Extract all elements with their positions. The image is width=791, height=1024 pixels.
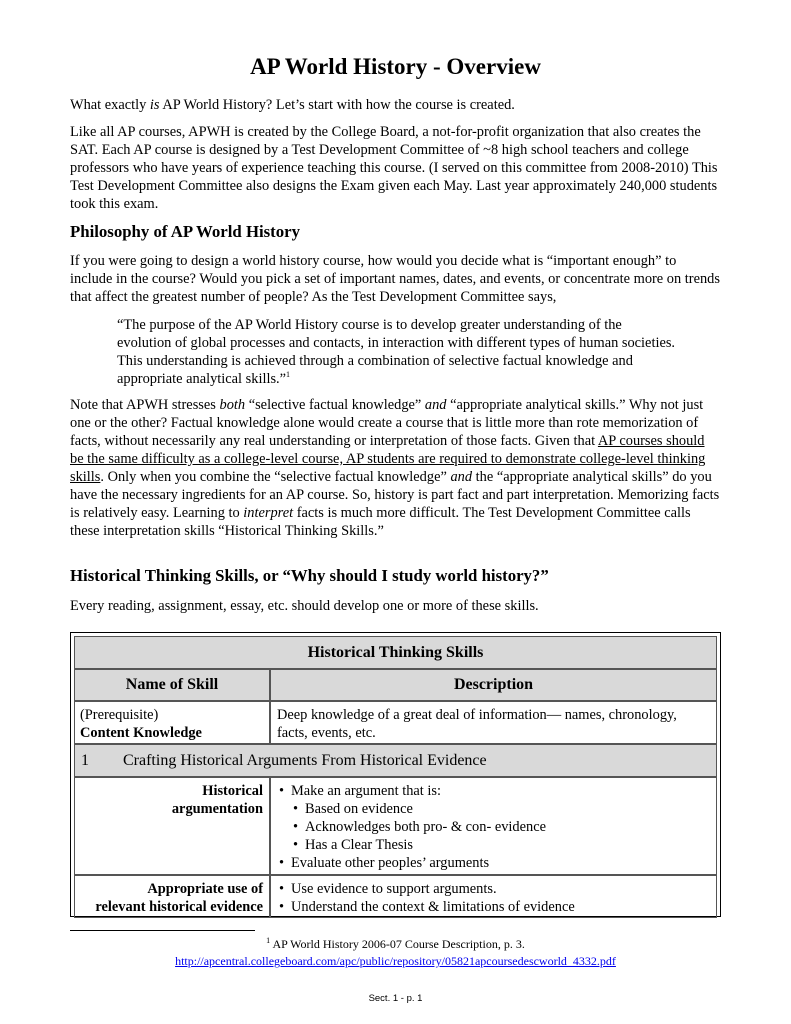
analysis-text: “appropriate analytical skills.” Why not just one or the other? Factual knowledge alone would create a course that is little more than rote memorization of facts, without necessarily any real understanding or interpretation of those facts. Given that xyxy=(70,397,704,449)
committee-quote xyxy=(117,316,677,388)
skill-name-line: Historical xyxy=(202,783,263,799)
skills-intro-paragraph: Every reading, assignment, essay, etc. should develop one or more of these skills. xyxy=(70,598,539,614)
skill-name-evidence xyxy=(74,875,270,918)
footnote-number: 1 xyxy=(266,936,271,945)
committee-paragraph: Like all AP courses, APWH is created by the College Board, a not-for-profit organization that also creates the SAT. Each AP course is designed by a Test Development Committee of ~8 high school teachers and college professors who have years of experience teaching this course. (I served on this committee from 2008-2010) This Test Development Committee also designs the Exam given each May. Last year approximately 240,000 students took this exam. xyxy=(70,124,718,212)
skill-name-line: Appropriate use of xyxy=(147,881,263,897)
footnote-divider xyxy=(70,930,255,931)
column-header-description: Description xyxy=(270,669,717,701)
analysis-text: the “appropriate analytical skills” do you have the necessary ingredients for an AP course. So, history is part fact and part interpretation. Memorizing facts is relatively easy. Learning to xyxy=(70,469,720,521)
intro-paragraph xyxy=(70,96,720,114)
intro-emphasis: is xyxy=(149,97,160,113)
skill-description-evidence xyxy=(270,875,717,918)
skills-table xyxy=(70,632,721,917)
page-title: AP World History - Overview xyxy=(250,54,541,79)
intro-text: What exactly xyxy=(70,97,150,113)
skill-name-line: argumentation xyxy=(171,801,263,817)
analysis-emphasis: interpret xyxy=(243,505,294,521)
analysis-emphasis: and xyxy=(424,397,447,413)
column-header-name: Name of Skill xyxy=(74,669,270,701)
analysis-emphasis: and xyxy=(450,469,473,485)
analysis-text: facts is much more difficult. The Test Development Committee calls these interpretation skills “Historical Thinking Skills.” xyxy=(70,505,691,539)
section-header xyxy=(74,744,717,777)
skill-name-content-knowledge xyxy=(74,701,270,744)
skill-description-content-knowledge: Deep knowledge of a great deal of information— names, chronology, facts, events, etc. xyxy=(270,701,717,744)
analysis-underlined: AP courses should be the same difficulty as a college-level course, AP students are required to demonstrate college-level thinking skills xyxy=(70,433,706,485)
list-item: • Based on evidence xyxy=(277,800,710,818)
footnote-ref[interactable]: 1 xyxy=(286,370,291,380)
section-title: Crafting Historical Arguments From Historical Evidence xyxy=(123,752,487,769)
argumentation-list xyxy=(277,782,710,872)
evidence-list xyxy=(277,880,710,916)
list-item: • Has a Clear Thesis xyxy=(277,836,710,854)
skill-name-argumentation xyxy=(74,777,270,875)
skill-name: Content Knowledge xyxy=(80,725,202,741)
list-item: • Acknowledges both pro- & con- evidence xyxy=(277,818,710,836)
table-title: Historical Thinking Skills xyxy=(74,636,717,669)
footnote-text xyxy=(0,937,791,952)
philosophy-paragraph: If you were going to design a world history course, how would you decide what is “important enough” to include in the course? Would you pick a set of important names, dates, and events, or concentrate more on trends that affect the greatest number of people? As the Test Development Committee says, xyxy=(70,253,720,305)
intro-text-end: AP World History? Let’s start with how the course is created. xyxy=(159,97,515,113)
analysis-text: . Only when you combine the “selective factual knowledge” xyxy=(100,469,451,485)
analysis-text: “selective factual knowledge” xyxy=(245,397,425,413)
analysis-emphasis: both xyxy=(219,397,246,413)
skill-prerequisite-label: (Prerequisite) xyxy=(80,707,159,723)
quote-text: “The purpose of the AP World History course is to develop greater understanding of the evolution of global processes and contacts, in interaction with different types of human societies. This understanding is achieved through a combination of selective factual knowledge and appropriate analytical skills.” xyxy=(117,317,676,387)
section-number: 1 xyxy=(81,752,89,769)
analysis-text: Note that APWH stresses xyxy=(70,397,220,413)
heading-skills: Historical Thinking Skills, or “Why should I study world history?” xyxy=(70,566,549,585)
analysis-paragraph xyxy=(70,396,720,540)
list-item: • Evaluate other peoples’ arguments xyxy=(277,854,710,872)
list-item: • Use evidence to support arguments. xyxy=(277,880,710,898)
skill-description-argumentation xyxy=(270,777,717,875)
skill-name-line: relevant historical evidence xyxy=(95,899,263,915)
list-item: • Make an argument that is: xyxy=(277,782,710,800)
footnote-citation: AP World History 2006-07 Course Description, p. 3. xyxy=(270,937,525,951)
list-item: • Understand the context & limitations of evidence xyxy=(277,898,710,916)
footnote-link[interactable]: http://apcentral.collegeboard.com/apc/public/repository/05821apcoursedescworld_4332.pdf xyxy=(175,954,616,968)
footnote-link-line xyxy=(0,954,791,969)
heading-philosophy: Philosophy of AP World History xyxy=(70,222,301,241)
page-number: Sect. 1 - p. 1 xyxy=(368,993,423,1004)
